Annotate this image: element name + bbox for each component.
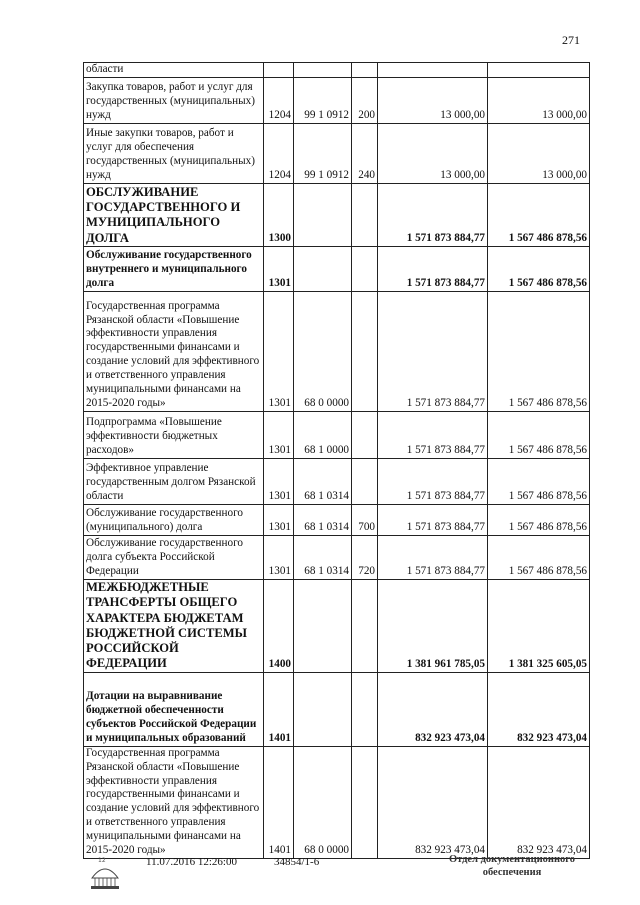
row-expense-type: 240 xyxy=(352,123,378,183)
row-target-article: 68 0 0000 xyxy=(294,746,352,858)
row-name: Дотации на выравнивание бюджетной обеспеченности субъектов Российской Федерации и муниципальных образований xyxy=(84,672,264,746)
row-section-code: 1401 xyxy=(264,672,294,746)
row-target-article xyxy=(294,246,352,291)
row-amount-first xyxy=(378,63,488,78)
row-amount-first: 1 571 873 884,77 xyxy=(378,411,488,458)
row-expense-type xyxy=(352,579,378,672)
footer-timestamp: 11.07.2016 12:26:00 xyxy=(146,856,237,868)
row-name: Государственная программа Рязанской области «Повышение эффективности управления государственными финансами и создание условий для эффективного и ответственного управления муниципальными финансами на 2015-2020 годы» xyxy=(84,291,264,411)
row-target-article: 99 1 0912 xyxy=(294,77,352,123)
row-expense-type xyxy=(352,291,378,411)
budget-table-body xyxy=(84,63,590,859)
row-amount-second: 13 000,00 xyxy=(488,123,590,183)
row-name: ОБСЛУЖИВАНИЕ ГОСУДАРСТВЕННОГО И МУНИЦИПАЛЬНОГО ДОЛГА xyxy=(84,183,264,246)
row-expense-type xyxy=(352,183,378,246)
row-target-article: 99 1 0912 xyxy=(294,123,352,183)
row-section-code: 1204 xyxy=(264,123,294,183)
row-amount-second: 1 567 486 878,56 xyxy=(488,411,590,458)
row-section-code: 1400 xyxy=(264,579,294,672)
table-row xyxy=(84,291,590,411)
row-target-article: 68 0 0000 xyxy=(294,291,352,411)
footer-department: Отдел документационного обеспечения xyxy=(448,854,576,878)
table-row xyxy=(84,77,590,123)
row-amount-first: 1 571 873 884,77 xyxy=(378,458,488,504)
row-amount-first: 1 381 961 785,05 xyxy=(378,579,488,672)
row-name: Обслуживание государственного долга субъекта Российской Федерации xyxy=(84,535,264,579)
row-section-code xyxy=(264,63,294,78)
row-target-article: 68 1 0314 xyxy=(294,504,352,535)
row-amount-second: 13 000,00 xyxy=(488,77,590,123)
row-expense-type: 700 xyxy=(352,504,378,535)
svg-text:12: 12 xyxy=(98,857,106,864)
row-target-article xyxy=(294,579,352,672)
row-target-article: 68 1 0000 xyxy=(294,411,352,458)
row-amount-second: 1 567 486 878,56 xyxy=(488,535,590,579)
budget-table xyxy=(83,62,590,859)
row-target-article: 68 1 0314 xyxy=(294,535,352,579)
row-amount-first: 1 571 873 884,77 xyxy=(378,535,488,579)
row-expense-type: 200 xyxy=(352,77,378,123)
table-row xyxy=(84,458,590,504)
row-amount-second: 1 567 486 878,56 xyxy=(488,504,590,535)
page-number: 271 xyxy=(562,33,580,47)
row-section-code: 1204 xyxy=(264,77,294,123)
row-section-code: 1301 xyxy=(264,411,294,458)
row-amount-second: 1 567 486 878,56 xyxy=(488,291,590,411)
row-amount-first: 13 000,00 xyxy=(378,123,488,183)
row-expense-type xyxy=(352,672,378,746)
duma-logo-icon xyxy=(88,856,122,892)
row-amount-first: 832 923 473,04 xyxy=(378,672,488,746)
row-section-code: 1300 xyxy=(264,183,294,246)
row-expense-type: 720 xyxy=(352,535,378,579)
row-section-code: 1301 xyxy=(264,504,294,535)
table-row xyxy=(84,183,590,246)
row-target-article xyxy=(294,672,352,746)
row-expense-type xyxy=(352,411,378,458)
table-row xyxy=(84,535,590,579)
row-amount-second xyxy=(488,63,590,78)
row-amount-first: 13 000,00 xyxy=(378,77,488,123)
row-expense-type xyxy=(352,746,378,858)
table-row xyxy=(84,123,590,183)
table-row xyxy=(84,63,590,78)
row-name: МЕЖБЮДЖЕТНЫЕ ТРАНСФЕРТЫ ОБЩЕГО ХАРАКТЕРА БЮДЖЕТАМ БЮДЖЕТНОЙ СИСТЕМЫ РОССИЙСКОЙ ФЕДЕРАЦИИ xyxy=(84,579,264,672)
row-expense-type xyxy=(352,63,378,78)
row-name: области xyxy=(84,63,264,78)
row-target-article xyxy=(294,183,352,246)
table-row xyxy=(84,672,590,746)
row-target-article xyxy=(294,63,352,78)
row-amount-first: 1 571 873 884,77 xyxy=(378,504,488,535)
row-section-code: 1301 xyxy=(264,291,294,411)
row-section-code: 1301 xyxy=(264,458,294,504)
row-amount-first: 1 571 873 884,77 xyxy=(378,246,488,291)
table-row xyxy=(84,504,590,535)
row-amount-first: 1 571 873 884,77 xyxy=(378,183,488,246)
row-name: Обслуживание государственного (муниципального) долга xyxy=(84,504,264,535)
table-row xyxy=(84,411,590,458)
row-amount-first: 1 571 873 884,77 xyxy=(378,291,488,411)
row-name: Эффективное управление государственным долгом Рязанской области xyxy=(84,458,264,504)
footer-document-number: 34854/1-6 xyxy=(274,856,320,868)
table-row xyxy=(84,246,590,291)
row-name: Закупка товаров, работ и услуг для государственных (муниципальных) нужд xyxy=(84,77,264,123)
footer xyxy=(0,850,640,900)
row-amount-second: 1 381 325 605,05 xyxy=(488,579,590,672)
row-section-code: 1301 xyxy=(264,535,294,579)
table-row xyxy=(84,579,590,672)
row-section-code: 1401 xyxy=(264,746,294,858)
row-target-article: 68 1 0314 xyxy=(294,458,352,504)
row-name: Иные закупки товаров, работ и услуг для обеспечения государственных (муниципальных) нужд xyxy=(84,123,264,183)
row-amount-second: 832 923 473,04 xyxy=(488,672,590,746)
row-amount-first: 832 923 473,04 xyxy=(378,746,488,858)
row-amount-second: 1 567 486 878,56 xyxy=(488,458,590,504)
row-amount-second: 1 567 486 878,56 xyxy=(488,246,590,291)
row-expense-type xyxy=(352,458,378,504)
row-name: Обслуживание государственного внутреннего и муниципального долга xyxy=(84,246,264,291)
row-amount-second: 832 923 473,04 xyxy=(488,746,590,858)
row-name: Государственная программа Рязанской области «Повышение эффективности управления государственными финансами и создание условий для эффективного и ответственного управления муниципальными финансами на 2015-2020 годы» xyxy=(84,746,264,858)
row-expense-type xyxy=(352,246,378,291)
row-name: Подпрограмма «Повышение эффективности бюджетных расходов» xyxy=(84,411,264,458)
row-amount-second: 1 567 486 878,56 xyxy=(488,183,590,246)
table-row xyxy=(84,746,590,858)
row-section-code: 1301 xyxy=(264,246,294,291)
